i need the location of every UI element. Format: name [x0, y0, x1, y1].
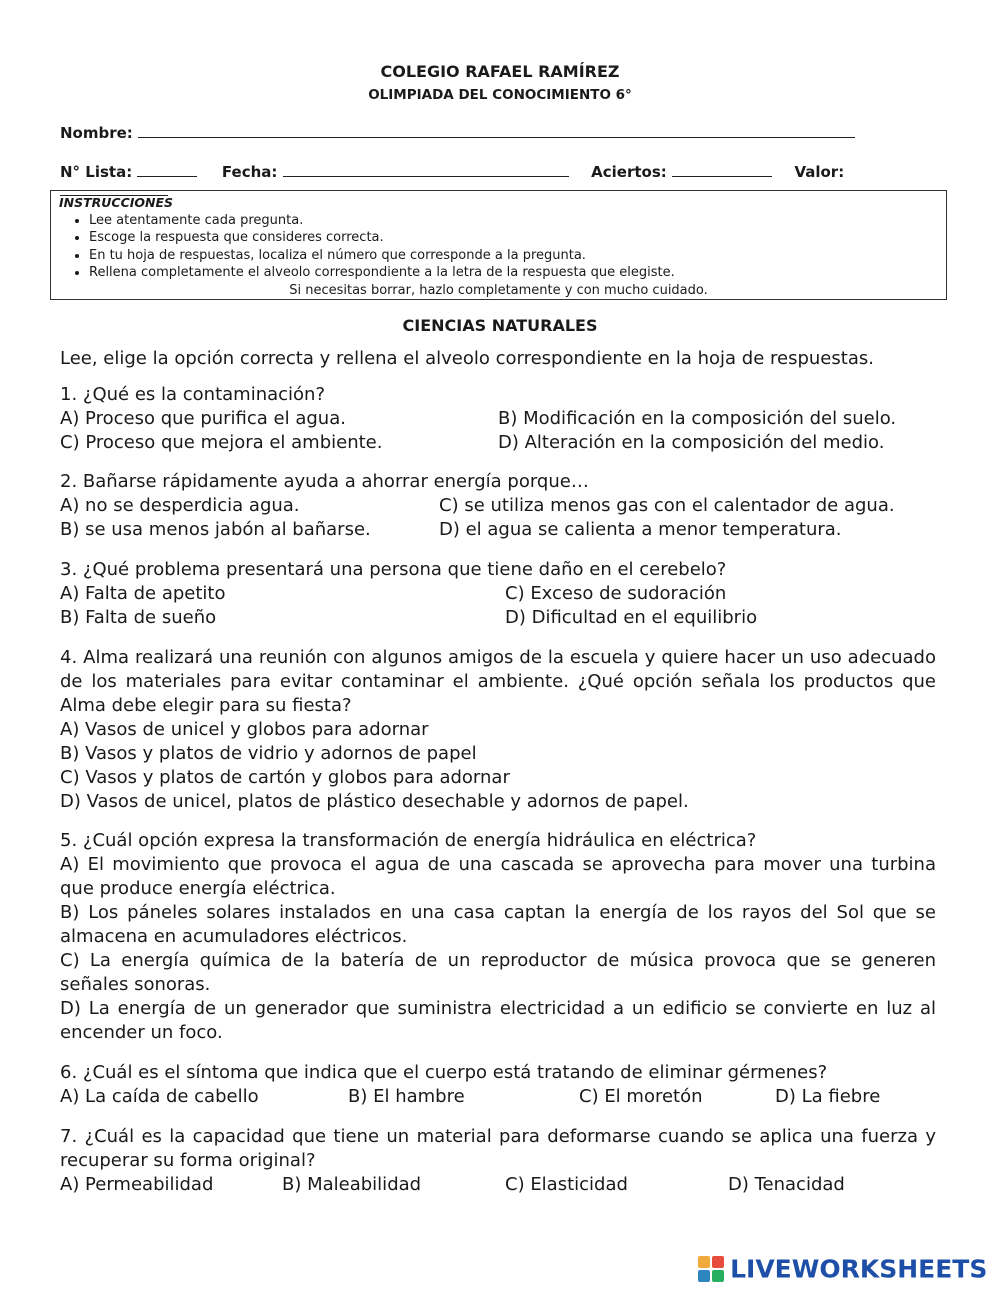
- question-text: 1. ¿Qué es la contaminación?: [60, 384, 325, 405]
- nombre-row: [60, 123, 855, 142]
- option-a[interactable]: A) Falta de apetito: [60, 583, 226, 604]
- option-a[interactable]: A) Permeabilidad: [60, 1174, 214, 1195]
- instructions-list: [59, 212, 938, 282]
- instructions-box: [50, 190, 947, 300]
- option-c[interactable]: C) El moretón: [579, 1086, 703, 1107]
- aciertos-label: Aciertos:: [591, 163, 667, 181]
- nombre-field[interactable]: [138, 123, 855, 138]
- question-5: [60, 829, 936, 1045]
- lista-label: N° Lista:: [60, 163, 133, 181]
- option-b[interactable]: B) Vasos y platos de vidrio y adornos de papel: [60, 743, 477, 764]
- option-b[interactable]: B) Los páneles solares instalados en una casa captan la energía de los rayos del Sol que se almacena en acumuladores eléctricos.: [60, 902, 936, 947]
- question-2: [60, 470, 936, 542]
- liveworksheets-logo-text: LIVEWORKSHEETS: [730, 1254, 988, 1284]
- exam-title: OLIMPIADA DEL CONOCIMIENTO 6°: [368, 87, 632, 103]
- option-d[interactable]: D) Dificultad en el equilibrio: [505, 607, 758, 628]
- option-a[interactable]: A) Vasos de unicel y globos para adornar: [60, 719, 429, 740]
- question-3: [60, 558, 936, 630]
- option-c[interactable]: C) La energía química de la batería de un reproductor de música provoca que se generen señales sonoras.: [60, 950, 936, 995]
- school-name: COLEGIO RAFAEL RAMÍREZ: [380, 62, 620, 81]
- fecha-field[interactable]: [283, 162, 569, 177]
- option-d[interactable]: D) Tenacidad: [728, 1174, 845, 1195]
- option-a[interactable]: A) no se desperdicia agua.: [60, 495, 300, 516]
- option-a[interactable]: A) Proceso que purifica el agua.: [60, 408, 346, 429]
- option-a[interactable]: A) El movimiento que provoca el agua de una cascada se aprovecha para mover una turbina que produce energía eléctrica.: [60, 854, 936, 899]
- instruction-item: • Lee atentamente cada pregunta.: [89, 212, 938, 230]
- nombre-label: Nombre:: [60, 124, 133, 142]
- option-b[interactable]: B) Falta de sueño: [60, 607, 217, 628]
- instruction-erase-note: Si necesitas borrar, hazlo completamente y con mucho cuidado.: [289, 282, 708, 298]
- instructions-title: INSTRUCCIONES: [59, 195, 174, 210]
- option-c[interactable]: C) se utiliza menos gas con el calentador de agua.: [439, 495, 895, 516]
- instruction-item: • Rellena completamente el alveolo correspondiente a la letra de la respuesta que elegiste.: [89, 264, 938, 282]
- section-intro: Lee, elige la opción correcta y rellena el alveolo correspondiente en la hoja de respuestas.: [60, 348, 874, 369]
- option-c[interactable]: C) Exceso de sudoración: [505, 583, 727, 604]
- section-title: CIENCIAS NATURALES: [402, 316, 598, 335]
- option-d[interactable]: D) el agua se calienta a menor temperatura.: [439, 519, 842, 540]
- instruction-item: • En tu hoja de respuestas, localiza el número que corresponde a la pregunta.: [89, 247, 938, 265]
- fecha-label: Fecha:: [221, 163, 278, 181]
- liveworksheets-logo: [697, 1254, 987, 1284]
- question-text: 2. Bañarse rápidamente ayuda a ahorrar energía porque…: [60, 471, 589, 492]
- question-text: 4. Alma realizará una reunión con algunos amigos de la escuela y quiere hacer un uso adecuado de los materiales para evitar contaminar el ambiente. ¿Qué opción señala los productos que Alma debe elegir para su fiesta?: [60, 647, 936, 716]
- question-4: [60, 646, 936, 814]
- option-d[interactable]: D) La energía de un generador que suministra electricidad a un edificio se convierte en luz al encender un foco.: [60, 998, 936, 1043]
- option-d[interactable]: D) Alteración en la composición del medio.: [498, 432, 885, 453]
- option-b[interactable]: B) El hambre: [348, 1086, 465, 1107]
- question-7: [60, 1125, 936, 1197]
- liveworksheets-logo-icon: [697, 1254, 725, 1284]
- valor-label: Valor:: [794, 163, 845, 181]
- question-text: 6. ¿Cuál es el síntoma que indica que el cuerpo está tratando de eliminar gérmenes?: [60, 1062, 828, 1083]
- option-b[interactable]: B) Modificación en la composición del suelo.: [498, 408, 897, 429]
- question-1: [60, 383, 936, 455]
- option-b[interactable]: B) Maleabilidad: [282, 1174, 422, 1195]
- aciertos-field[interactable]: [672, 162, 772, 177]
- option-c[interactable]: C) Elasticidad: [505, 1174, 628, 1195]
- question-6: [60, 1061, 936, 1109]
- option-d[interactable]: D) La fiebre: [775, 1086, 881, 1107]
- option-d[interactable]: D) Vasos de unicel, platos de plástico desechable y adornos de papel.: [60, 791, 689, 812]
- option-c[interactable]: C) Vasos y platos de cartón y globos para adornar: [60, 767, 510, 788]
- question-text: 7. ¿Cuál es la capacidad que tiene un material para deformarse cuando se aplica una fuerza y recuperar su forma original?: [60, 1126, 936, 1171]
- option-b[interactable]: B) se usa menos jabón al bañarse.: [60, 519, 371, 540]
- instruction-item: • Escoge la respuesta que consideres correcta.: [89, 229, 938, 247]
- lista-field[interactable]: [137, 162, 197, 177]
- option-c[interactable]: C) Proceso que mejora el ambiente.: [60, 432, 383, 453]
- option-a[interactable]: A) La caída de cabello: [60, 1086, 259, 1107]
- question-text: 5. ¿Cuál opción expresa la transformación de energía hidráulica en eléctrica?: [60, 830, 757, 851]
- question-text: 3. ¿Qué problema presentará una persona que tiene daño en el cerebelo?: [60, 559, 727, 580]
